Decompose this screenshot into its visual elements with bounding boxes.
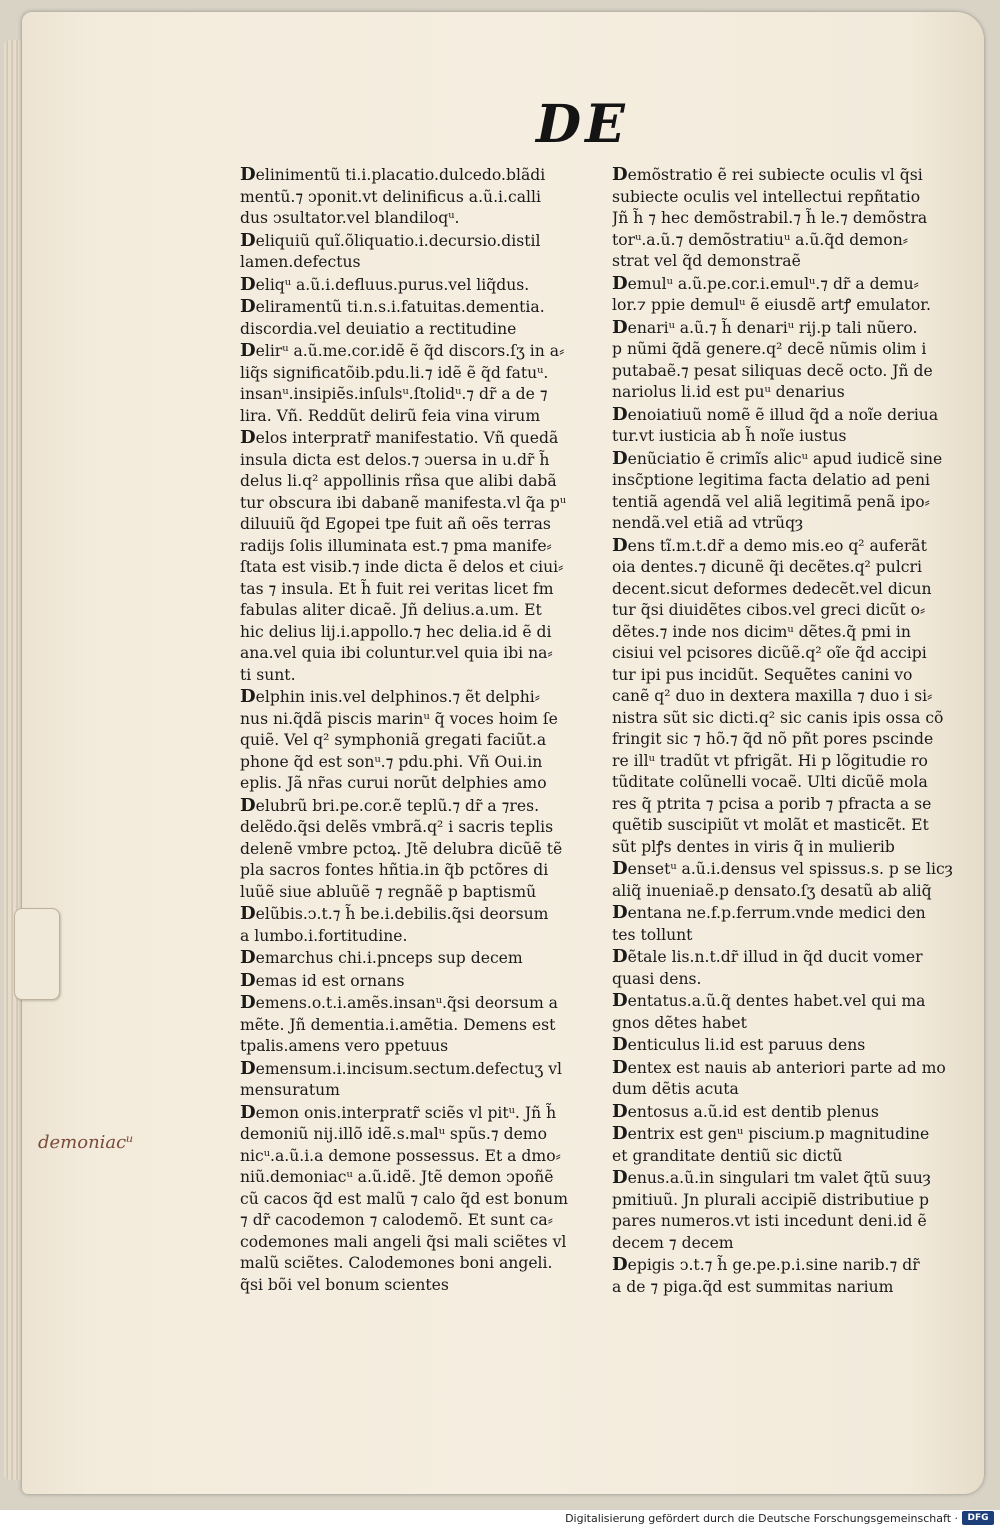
entry-line: strat vel q̃d demonstraẽ — [612, 252, 801, 270]
entry-line: Deliramentũ ti.n.s.i.fatuitas.dementia. — [240, 296, 545, 317]
entry-line: tpalis.amens vero ppetuus — [240, 1037, 449, 1055]
entry-line: discordia.vel deuiatio a rectitudine — [240, 319, 517, 338]
dictionary-entry — [612, 990, 964, 1034]
entry-line: Deliqᵘ a.ũ.i.defluus.purus.vel liq̃dus. — [240, 273, 530, 295]
entry-line: Delirᵘ a.ũ.me.cor.idẽ ẽ q̃d discors.ſʒ in a⸗ — [240, 340, 565, 361]
right-column — [612, 164, 964, 1298]
dictionary-entry — [240, 903, 600, 947]
entry-line: niũ.demoniacᵘ a.ũ.idẽ. Jtẽ demon ↄpoñẽ — [240, 1168, 554, 1186]
dictionary-entry — [612, 858, 964, 902]
entry-line: codemones mali angeli q̃si mali sciẽtes vl — [240, 1232, 567, 1251]
entry-line: Dẽtale lis.n.t.dr̃ illud in q̃d ducit vomer — [612, 946, 923, 967]
entry-line: nendã.vel etiã ad vtrũqȝ — [612, 514, 804, 532]
dictionary-entry — [240, 340, 600, 427]
entry-line: Delos interpratr̃ manifestatio. Vñ quedã — [240, 427, 559, 448]
entry-line: nicᵘ.a.ũ.i.a demone possessus. Et a dmo⸗ — [240, 1146, 561, 1165]
entry-line: delenẽ vmbre pctoꝝ. Jtẽ delubra dicũẽ tẽ — [240, 839, 563, 858]
entry-line: Denũciatio ẽ crimĩs alicᵘ apud iudicẽ sine — [612, 447, 943, 469]
entry-line: Demens.o.t.i.amẽs.insanᵘ.q̃si deorsum a — [240, 992, 558, 1013]
entry-line: res q̃ ptrita ⁊ pcisa a porib ⁊ pfracta a se — [612, 794, 932, 813]
digitization-credit: Digitalisierung gefördert durch die Deutsche Forschungsgemeinschaft · — [565, 1512, 958, 1525]
entry-line: tũditate colũnelli vocaẽ. Ulti dicũẽ mola — [612, 773, 928, 791]
entry-line: ſtata est visib.⁊ inde dicta ẽ delos et ciui⸗ — [240, 558, 564, 576]
entry-line: oia dentes.⁊ dicunẽ q̃i decẽtes.q² pulcri — [612, 558, 922, 576]
entry-line: Dentrix est genᵘ piscium.p magnitudine — [612, 1123, 930, 1144]
entry-line: liq̃s significatõib.pdu.li.⁊ idẽ ẽ q̃d fatuᵘ. — [240, 363, 549, 382]
dictionary-entry — [612, 1167, 964, 1254]
entry-line: insanᵘ.insipiẽs.inſulsᵘ.ſtolidᵘ.⁊ dr̃ a de ⁊ — [240, 385, 548, 403]
running-head: DE — [536, 94, 629, 155]
entry-line: tur ipi pus incidũt. Sequẽtes canini vo — [612, 665, 913, 684]
entry-line: tas ⁊ insula. Et h̃ fuit rei veritas licet fm — [240, 579, 554, 598]
entry-line: nus ni.q̃dã piscis marinᵘ q̃ voces hoim ſe — [240, 709, 558, 728]
entry-line: cũ cacos q̃d est malũ ⁊ calo q̃d est bonum — [240, 1189, 568, 1208]
entry-line: Delphin inis.vel delphinos.⁊ ẽt delphi⸗ — [240, 686, 540, 707]
entry-line: Delũbis.ↄ.t.⁊ h̃ be.i.debilis.q̃si deorsum — [240, 903, 549, 924]
dictionary-entry — [240, 947, 600, 970]
entry-line: Densetᵘ a.ũ.i.densus vel spissus.s. p se licȝ — [612, 858, 953, 879]
dictionary-entry — [612, 1057, 964, 1101]
entry-line: Demensum.i.incisum.sectum.defectuʒ vl — [240, 1057, 562, 1079]
entry-line: luũẽ siue abluũẽ ⁊ regnãẽ p baptismũ — [240, 882, 537, 901]
dictionary-entry — [240, 1058, 600, 1102]
entry-line: ⁊ dr̃ cacodemon ⁊ calodemõ. Et sunt ca⸗ — [240, 1211, 553, 1229]
dictionary-entry — [240, 230, 600, 274]
entry-line: decent.sicut deformes dedecẽt.vel dicun — [612, 579, 932, 598]
dictionary-entry — [612, 404, 964, 448]
entry-line: Demas id est ornans — [240, 969, 405, 991]
dictionary-entry — [612, 164, 964, 273]
entry-line: malũ sciẽtes. Calodemones boni angeli. — [240, 1254, 553, 1272]
entry-line: delus li.q² appollinis rñsa que alibi dabã — [240, 472, 557, 490]
entry-line: Denoiatiuũ nomẽ ẽ illud q̃d a noĩe deriua — [612, 403, 939, 425]
entry-line: dẽtes.⁊ inde nos dicimᵘ dẽtes.q̃ pmi in — [612, 622, 911, 641]
entry-line: fabulas aliter dicaẽ. Jñ delius.a.um. Et — [240, 601, 542, 619]
entry-line: Denticulus li.id est paruus dens — [612, 1034, 866, 1055]
entry-line: lira. Vñ. Reddũt delirũ feia vina virum — [240, 406, 541, 425]
dictionary-entry — [612, 273, 964, 317]
entry-line: torᵘ.a.ũ.⁊ demõstratiuᵘ a.ũ.q̃d demon⸗ — [612, 230, 908, 249]
entry-line: Demon onis.interpratr̃ sciẽs vl pitᵘ. Jñ h̃ — [240, 1101, 557, 1123]
entry-line: insc̃ptione legitima facta delatio ad peni — [612, 471, 930, 489]
entry-line: Dentana ne.f.p.ferrum.vnde medici den — [612, 902, 926, 923]
entry-line: Demarchus chi.i.pnceps sup decem — [240, 947, 523, 968]
dictionary-entry — [612, 448, 964, 535]
entry-line: pla sacros fontes hñtia.in q̃b pctõres di — [240, 861, 549, 879]
dictionary-entry — [612, 1123, 964, 1167]
entry-line: mẽte. Jñ dementia.i.amẽtia. Demens est — [240, 1015, 556, 1034]
entry-line: putabaẽ.⁊ pesat siliquas decẽ octo. Jñ de — [612, 361, 933, 380]
entry-line: diluuiũ q̃d Egopei tpe fuit añ oẽs terras — [240, 515, 551, 533]
entry-line: pares numeros.vt isti incedunt deni.id ẽ — [612, 1212, 927, 1230]
entry-line: p nũmi q̃dã genere.q² decẽ nũmis olim i — [612, 340, 927, 358]
dictionary-entry — [612, 946, 964, 990]
entry-line: dum dẽtis acuta — [612, 1080, 739, 1098]
dictionary-entry — [612, 1254, 964, 1298]
entry-line: a lumbo.i.fortitudine. — [240, 926, 408, 945]
entry-line: insula dicta est delos.⁊ ↄuersa in u.dr̃ h̃ — [240, 450, 550, 469]
entry-line: tes tollunt — [612, 925, 693, 944]
entry-line: phone q̃d est sonᵘ.⁊ pdu.phi. Vñ Oui.in — [240, 752, 543, 771]
entry-line: mentũ.⁊ ↄponit.vt delinificus a.ũ.i.calli — [240, 187, 541, 206]
entry-line: radijs ſolis illuminata est.⁊ pma manife⸗ — [240, 536, 552, 555]
entry-line: Denus.a.ũ.in singulari tm valet q̃tũ suuȝ — [612, 1167, 931, 1188]
dictionary-entry — [240, 970, 600, 993]
left-column — [240, 164, 600, 1296]
dictionary-entry — [612, 902, 964, 946]
entry-line: et granditate dentiũ sic dictũ — [612, 1146, 843, 1165]
entry-line: eplis. Jã nr̃as curui norũt delphies amo — [240, 774, 547, 792]
entry-line: Depigis ↄ.t.⁊ h̃ ge.pe.p.i.sine narib.⁊ dr̃ — [612, 1254, 920, 1275]
entry-line: Dentatus.a.ũ.q̃ dentes habet.vel qui ma — [612, 990, 926, 1011]
entry-line: ana.vel quia ibi coluntur.vel quia ibi na⸗ — [240, 644, 553, 662]
entry-line: lor.⁊ ppie demulᵘ ẽ eiusdẽ artꝭ emulator. — [612, 296, 931, 314]
dictionary-entry — [240, 274, 600, 297]
entry-line: q̃si bõi vel bonum scientes — [240, 1275, 449, 1294]
entry-line: tur obscura ibi dabanẽ manifesta.vl q̃a pᵘ — [240, 493, 567, 512]
dictionary-entry — [612, 535, 964, 859]
entry-line: Demõstratio ẽ rei subiecte oculis vl q̃si — [612, 164, 923, 185]
dictionary-entry — [240, 164, 600, 230]
entry-line: Delubrũ bri.pe.cor.ẽ teplũ.⁊ dr̃ a ⁊res. — [240, 794, 540, 816]
entry-line: Deliquiũ quĩ.õliquatio.i.decursio.distil — [240, 229, 541, 251]
dictionary-entry — [240, 992, 600, 1058]
entry-line: sũt plꝭs dentes in viris q̃ in mulierib — [612, 837, 895, 856]
entry-line: Denariᵘ a.ũ.⁊ h̃ denariᵘ rij.p tali nũero. — [612, 316, 918, 338]
entry-line: a de ⁊ piga.q̃d est summitas narium — [612, 1277, 894, 1296]
dictionary-entry — [240, 686, 600, 795]
entry-line: decem ⁊ decem — [612, 1233, 734, 1252]
entry-line: tur q̃si diuidẽtes cibos.vel greci dicũt o⸗ — [612, 601, 926, 619]
entry-line: delẽdo.q̃si delẽs vmbrã.q² i sacris teplis — [240, 818, 554, 836]
entry-line: lamen.defectus — [240, 253, 361, 271]
entry-line: quasi dens. — [612, 969, 702, 988]
dictionary-entry — [240, 1102, 600, 1297]
entry-line: pmitiuũ. Jn plurali accipiẽ distributiue p — [612, 1190, 930, 1209]
entry-line: gnos dẽtes habet — [612, 1013, 747, 1032]
entry-line: dus ↄsultator.vel blandiloqᵘ. — [240, 209, 460, 227]
entry-line: fringit sic ⁊ hõ.⁊ q̃d nõ pñt pores pscinde — [612, 730, 934, 748]
entry-line: tur.vt iusticia ab h̃ noĩe iustus — [612, 427, 847, 445]
dictionary-entry — [612, 317, 964, 404]
entry-line: re illᵘ tradũt vt pfrigãt. Hi p lõgitudie ro — [612, 751, 928, 770]
entry-line: mensuratum — [240, 1081, 340, 1099]
entry-line: Demulᵘ a.ũ.pe.cor.i.emulᵘ.⁊ dr̃ a demu⸗ — [612, 272, 919, 294]
entry-line: subiecte oculis vel intellectui repñtatio — [612, 187, 921, 206]
dictionary-entry — [240, 427, 600, 686]
dictionary-entry — [240, 296, 600, 340]
dictionary-entry — [612, 1101, 964, 1124]
entry-line: demoniũ nij.illõ idẽ.s.malᵘ spũs.⁊ demo — [240, 1125, 547, 1143]
entry-line: Jñ h̃ ⁊ hec demõstrabil.⁊ h̃ le.⁊ demõstra — [612, 209, 928, 227]
entry-line: aliq̃ inueniaẽ.p densato.ſʒ desatũ ab aliq̃ — [612, 881, 932, 900]
entry-line: ti sunt. — [240, 665, 296, 684]
entry-line: nariolus li.id est puᵘ denarius — [612, 383, 845, 401]
entry-line: Dens tĩ.m.t.dr̃ a demo mis.eo q² auferãt — [612, 534, 927, 556]
dictionary-entry — [612, 1034, 964, 1057]
margin-annotation: demoniacᵘ — [38, 1132, 134, 1153]
entry-line: Dentex est nauis ab anteriori parte ad mo — [612, 1056, 946, 1078]
page-clip — [14, 908, 60, 1000]
entry-line: hic delius lij.i.appollo.⁊ hec delia.id ẽ di — [240, 622, 552, 641]
entry-line: tentiã agendã vel aliã legitimã penã ipo⸗ — [612, 492, 930, 511]
entry-line: canẽ q² duo in dextera maxilla ⁊ duo i si⸗ — [612, 687, 933, 705]
dfg-logo: DFG — [962, 1511, 994, 1525]
entry-line: quiẽ. Vel q² symphoniã gregati faciũt.a — [240, 731, 547, 749]
entry-line: nistra sũt sic dicti.q² sic canis ipis ossa cõ — [612, 708, 944, 727]
entry-line: Dentosus a.ũ.id est dentib plenus — [612, 1100, 879, 1122]
entry-line: Delinimentũ ti.i.placatio.dulcedo.blãdi — [240, 164, 546, 185]
entry-line: quẽtib suscipiũt vt molãt et masticẽt. Et — [612, 816, 929, 834]
entry-line: cisiui vel pcisores dicũẽ.q² oĩe q̃d accipi — [612, 644, 927, 662]
dictionary-entry — [240, 795, 600, 904]
